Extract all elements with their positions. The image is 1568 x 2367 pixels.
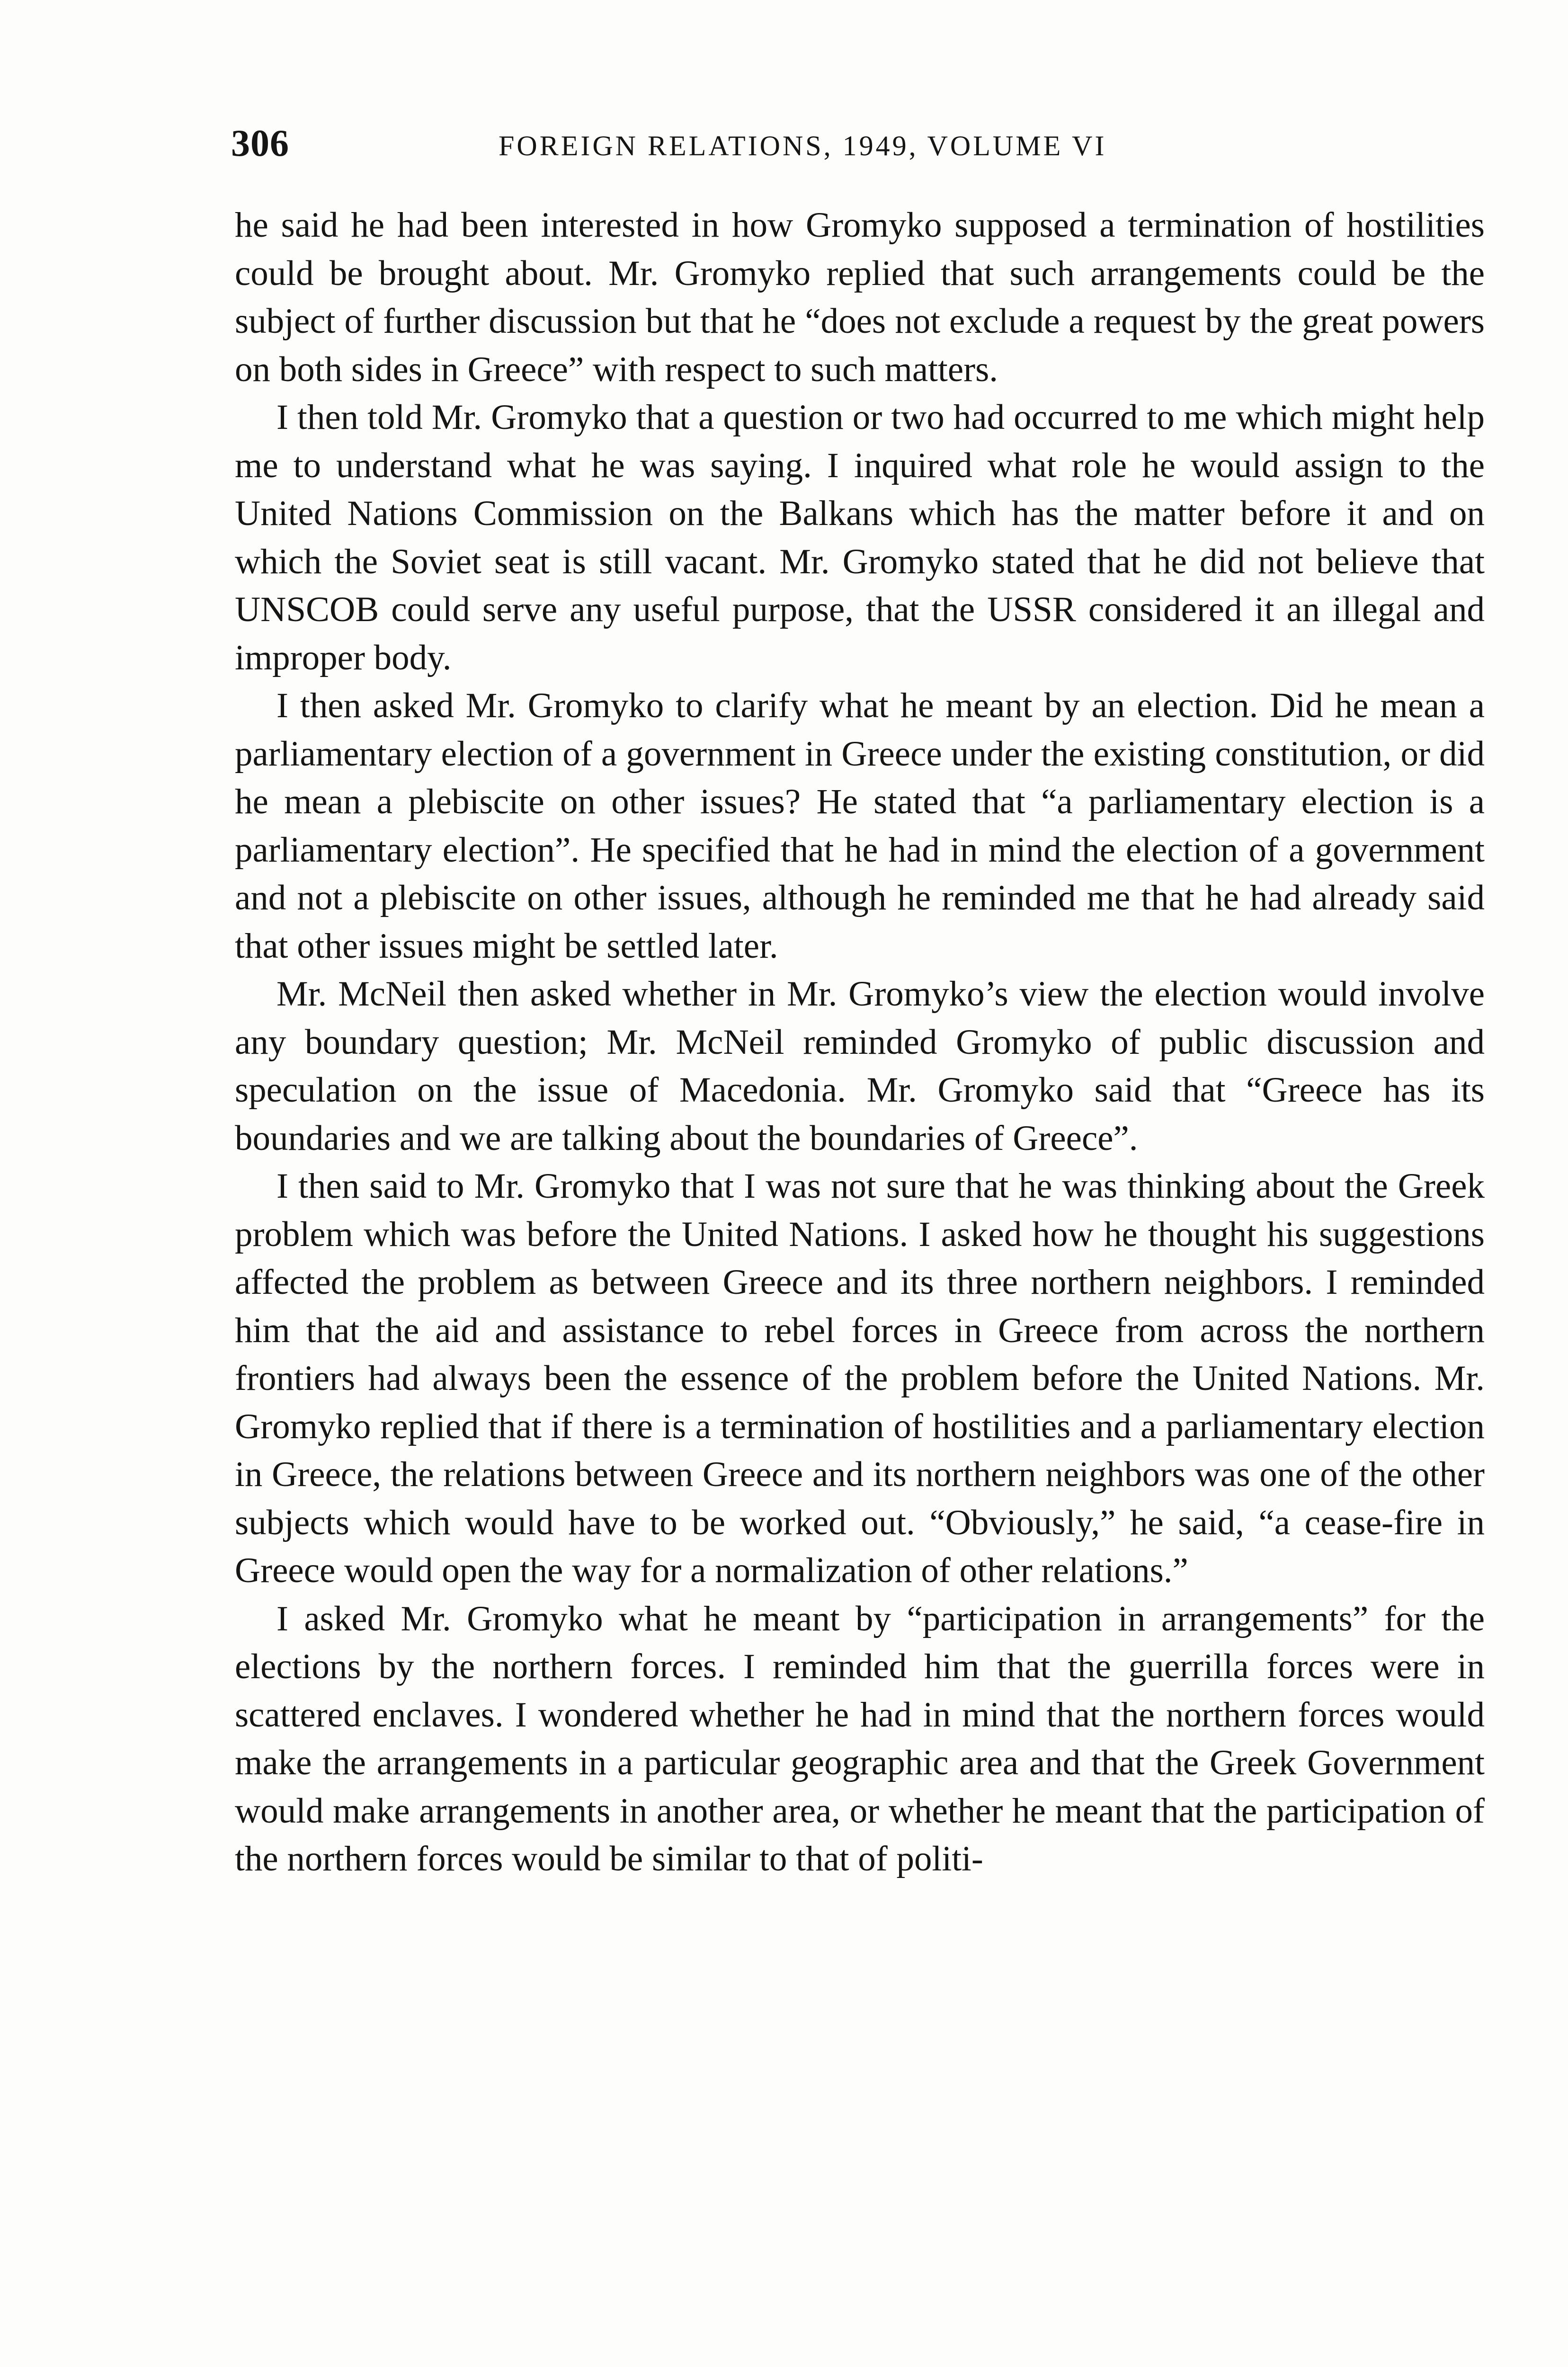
paragraph: Mr. McNeil then asked whether in Mr. Gromyko’s view the election would involve any boundary question; Mr. McNeil reminded Gromyko of public discussion and speculation on the issue of Macedonia. Mr. Gromyko said that “Greece has its boundaries and we are talking about the boundaries of Greece”. bbox=[235, 974, 1485, 1158]
paragraph: I then told Mr. Gromyko that a question or two had occurred to me which might help me to understand what he was saying. I inquired what role he would assign to the United Nations Commission on the Balkans which has the matter before it and on which the Soviet seat is still vacant. Mr. Gromyko stated that he did not believe that UNSCOB could serve any useful purpose, that the USSR considered it an illegal and improper body. bbox=[235, 398, 1485, 677]
running-title: FOREIGN RELATIONS, 1949, VOLUME VI bbox=[499, 130, 1107, 161]
paragraph-continuation: he said he had been interested in how Gromyko supposed a termination of hostilities could be brought about. Mr. Gromyko replied that such arrangements could be the subject of further discussion but that he “does not exclude a request by the great powers on both sides in Greece” with respect to such matters. bbox=[235, 205, 1485, 389]
running-head bbox=[231, 122, 1481, 165]
page-number: 306 bbox=[231, 123, 289, 164]
paragraph: I asked Mr. Gromyko what he meant by “participation in arrangements” for the elections by the northern forces. I reminded him that the guerrilla forces were in scattered enclaves. I wondered whether he had in mind that the northern forces would make the arrangements in a particular geographic area and that the Greek Government would make arrangements in another area, or whether he meant that the participation of the northern forces would be similar to that of politi- bbox=[235, 1599, 1485, 1878]
body-text bbox=[235, 201, 1485, 1883]
paragraph: I then said to Mr. Gromyko that I was not sure that he was thinking about the Greek problem which was before the United Nations. I asked how he thought his suggestions affected the problem as between Greece and its three northern neighbors. I reminded him that the aid and assistance to rebel forces in Greece from across the northern frontiers had always been the essence of the problem before the United Nations. Mr. Gromyko replied that if there is a termination of hostilities and a parliamentary election in Greece, the relations between Greece and its northern neighbors was one of the other subjects which would have to be worked out. “Obviously,” he said, “a cease-fire in Greece would open the way for a normalization of other relations.” bbox=[235, 1166, 1485, 1590]
paragraph: I then asked Mr. Gromyko to clarify what he meant by an election. Did he mean a parliamentary election of a government in Greece under the existing constitution, or did he mean a plebiscite on other issues? He stated that “a parliamentary election is a parliamentary election”. He specified that he had in mind the election of a government and not a plebiscite on other issues, although he reminded me that he had already said that other issues might be settled later. bbox=[235, 686, 1485, 966]
